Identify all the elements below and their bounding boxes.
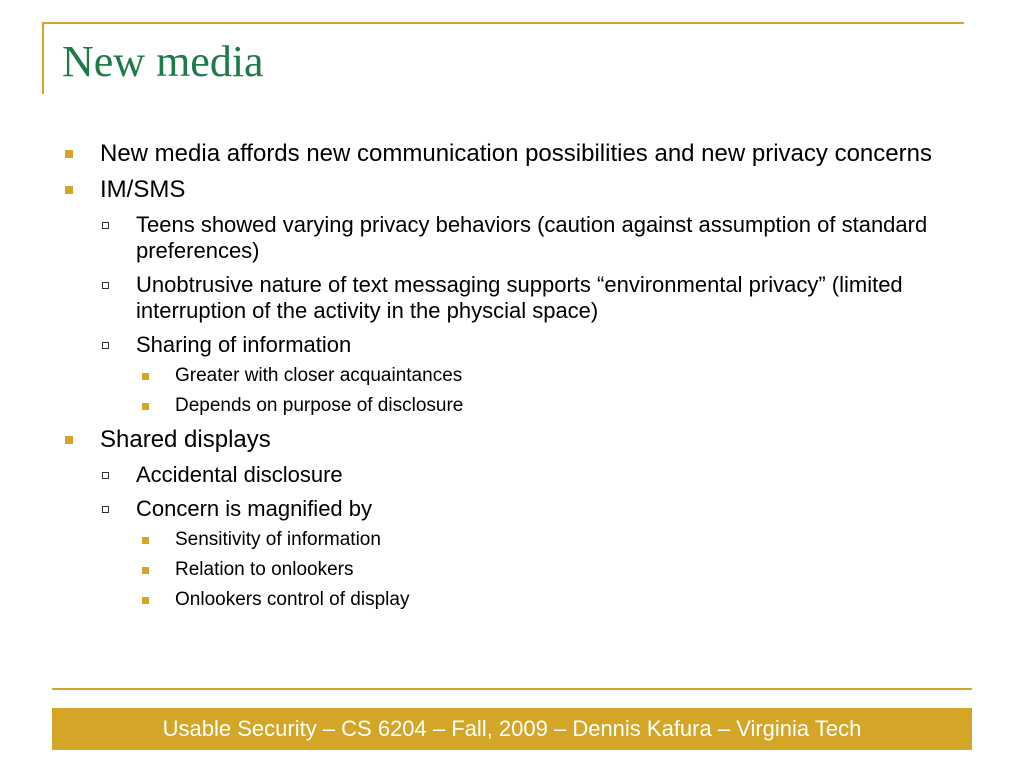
sub-sub-bullet-text: Onlookers control of display — [175, 589, 410, 610]
sub-sub-bullet-text: Depends on purpose of disclosure — [175, 395, 464, 416]
bullet-list — [60, 140, 960, 612]
sub-sub-bullet-item — [136, 528, 960, 552]
square-bullet-icon — [65, 436, 73, 444]
hollow-square-bullet-icon — [102, 342, 109, 349]
square-bullet-icon — [142, 567, 149, 574]
bullet-text: Shared displays — [100, 426, 271, 453]
sub-sub-bullet-text: Relation to onlookers — [175, 559, 354, 580]
sub-bullet-text: Accidental disclosure — [136, 462, 343, 487]
sub-bullet-list — [98, 462, 960, 612]
hollow-square-bullet-icon — [102, 472, 109, 479]
sub-sub-bullet-item — [136, 364, 960, 388]
sub-bullet-list — [98, 212, 960, 418]
sub-sub-bullet-text: Sensitivity of information — [175, 529, 381, 550]
bullet-item — [60, 426, 960, 612]
bullet-item — [60, 176, 960, 418]
sub-sub-bullet-list — [136, 528, 960, 612]
sub-bullet-item — [98, 496, 960, 612]
footer-bar — [52, 708, 972, 750]
square-bullet-icon — [142, 373, 149, 380]
sub-bullet-text: Unobtrusive nature of text messaging supports “environmental privacy” (limited interruption of the activity in the physcial space) — [136, 272, 903, 323]
sub-sub-bullet-item — [136, 394, 960, 418]
sub-bullet-item — [98, 272, 960, 324]
hollow-square-bullet-icon — [102, 222, 109, 229]
square-bullet-icon — [142, 537, 149, 544]
bullet-text: IM/SMS — [100, 176, 186, 203]
square-bullet-icon — [142, 403, 149, 410]
sub-sub-bullet-item — [136, 558, 960, 582]
slide-content — [60, 140, 960, 620]
square-bullet-icon — [142, 597, 149, 604]
hollow-square-bullet-icon — [102, 282, 109, 289]
sub-sub-bullet-item — [136, 588, 960, 612]
sub-bullet-item — [98, 212, 960, 264]
footer-text: Usable Security – CS 6204 – Fall, 2009 – Dennis Kafura – Virginia Tech — [162, 716, 862, 741]
bullet-text: New media affords new communication possibilities and new privacy concerns — [100, 140, 932, 167]
sub-bullet-text: Concern is magnified by — [136, 496, 373, 521]
sub-bullet-text: Teens showed varying privacy behaviors (caution against assumption of standard preferences) — [136, 212, 928, 263]
sub-bullet-item — [98, 332, 960, 418]
sub-bullet-item — [98, 462, 960, 488]
square-bullet-icon — [65, 186, 73, 194]
footer-divider — [52, 688, 972, 690]
square-bullet-icon — [65, 150, 73, 158]
sub-sub-bullet-text: Greater with closer acquaintances — [175, 365, 463, 386]
title-frame-top-line — [42, 22, 964, 24]
title-frame-left-line — [42, 22, 44, 94]
hollow-square-bullet-icon — [102, 506, 109, 513]
sub-bullet-text: Sharing of information — [136, 332, 352, 357]
sub-sub-bullet-list — [136, 364, 960, 418]
slide-title: New media — [62, 37, 264, 86]
bullet-item — [60, 140, 960, 168]
